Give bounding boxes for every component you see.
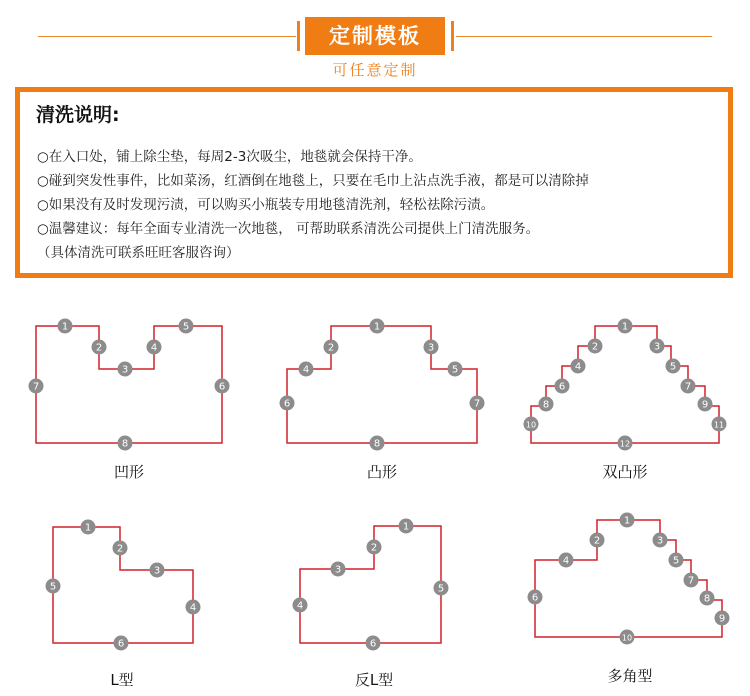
label-number: 3 [653, 341, 661, 353]
label-number: 2 [95, 342, 103, 354]
shape-caption: 凸形 [366, 463, 397, 481]
label-number: 4 [302, 364, 310, 376]
label-number: 1 [623, 515, 631, 527]
shape-caption: L型 [110, 671, 134, 689]
section-subtitle: 可任意定制 [332, 61, 418, 79]
shape-polygon [528, 513, 730, 645]
label-number: 8 [121, 438, 129, 450]
label-number: 12 [619, 439, 631, 449]
label-number: 5 [437, 583, 445, 595]
label-number: 3 [153, 565, 161, 577]
label-number: 1 [402, 521, 410, 533]
label-number: 8 [373, 438, 381, 450]
label-number: 5 [451, 364, 459, 376]
label-number: 1 [61, 321, 69, 333]
label-number: 3 [656, 535, 664, 547]
label-number: 6 [558, 381, 566, 393]
label-number: 1 [373, 321, 381, 333]
label-number: 11 [713, 420, 725, 430]
label-number: 10 [621, 633, 633, 643]
label-number: 6 [531, 592, 539, 604]
label-number: 3 [334, 564, 342, 576]
label-number: 1 [621, 321, 629, 333]
cleaning-title: 清洗说明: [36, 104, 120, 126]
label-number: 4 [562, 555, 570, 567]
label-number: 9 [701, 399, 709, 411]
shape-concave [29, 319, 230, 451]
shape-l [46, 520, 201, 651]
label-number: 4 [574, 361, 582, 373]
label-number: 6 [283, 398, 291, 410]
shape-caption: 反L型 [354, 671, 394, 689]
label-number: 6 [369, 638, 377, 650]
shape-outline [287, 326, 477, 443]
label-number: 5 [49, 581, 57, 593]
label-number: 10 [525, 420, 537, 430]
cleaning-line: ○温馨建议：每年全面专业清洗一次地毯， 可帮助联系清洗公司提供上门清洗服务。 [37, 221, 540, 237]
shape-double-convex [524, 319, 727, 451]
shape-caption: 双凸形 [602, 463, 648, 481]
label-number: 3 [427, 342, 435, 354]
label-badges [293, 519, 449, 651]
label-number: 4 [296, 600, 304, 612]
label-number: 5 [669, 361, 677, 373]
label-number: 9 [718, 613, 726, 625]
label-number: 6 [117, 638, 125, 650]
shape-reverse-l [293, 519, 449, 651]
label-badges [280, 319, 485, 451]
label-number: 7 [687, 575, 695, 587]
label-badges [29, 319, 230, 451]
label-badges [528, 513, 730, 645]
label-number: 2 [370, 542, 378, 554]
shape-caption: 凹形 [113, 463, 144, 481]
label-number: 7 [684, 381, 692, 393]
shape-convex [280, 319, 485, 451]
label-number: 1 [84, 522, 92, 534]
cleaning-line: ○如果没有及时发现污渍，可以购买小瓶装专用地毯清洗剂，轻松祛除污渍。 [37, 197, 495, 213]
label-badges [524, 319, 727, 451]
label-number: 5 [182, 321, 190, 333]
section-title: 定制模板 [305, 17, 445, 55]
label-number: 8 [542, 399, 550, 411]
cleaning-line: ○碰到突发性事件，比如菜汤，红酒倒在地毯上，只要在毛巾上沾点洗手液，都是可以清除掉 [37, 173, 589, 189]
label-number: 7 [473, 398, 481, 410]
label-number: 6 [218, 381, 226, 393]
cleaning-line: （具体清洗可联系旺旺客服咨询） [37, 245, 240, 261]
shape-outline [36, 326, 222, 443]
label-number: 2 [327, 342, 335, 354]
shape-caption: 多角型 [607, 667, 653, 685]
label-badges [46, 520, 201, 651]
label-number: 8 [703, 593, 711, 605]
label-number: 3 [121, 364, 129, 376]
label-number: 7 [32, 381, 40, 393]
label-number: 2 [591, 341, 599, 353]
label-number: 2 [593, 535, 601, 547]
label-number: 2 [116, 543, 124, 555]
label-number: 4 [189, 602, 197, 614]
label-number: 5 [672, 555, 680, 567]
label-number: 4 [150, 342, 158, 354]
cleaning-line: ○在入口处，铺上除尘垫，每周2-3次吸尘，地毯就会保持干净。 [37, 149, 422, 165]
